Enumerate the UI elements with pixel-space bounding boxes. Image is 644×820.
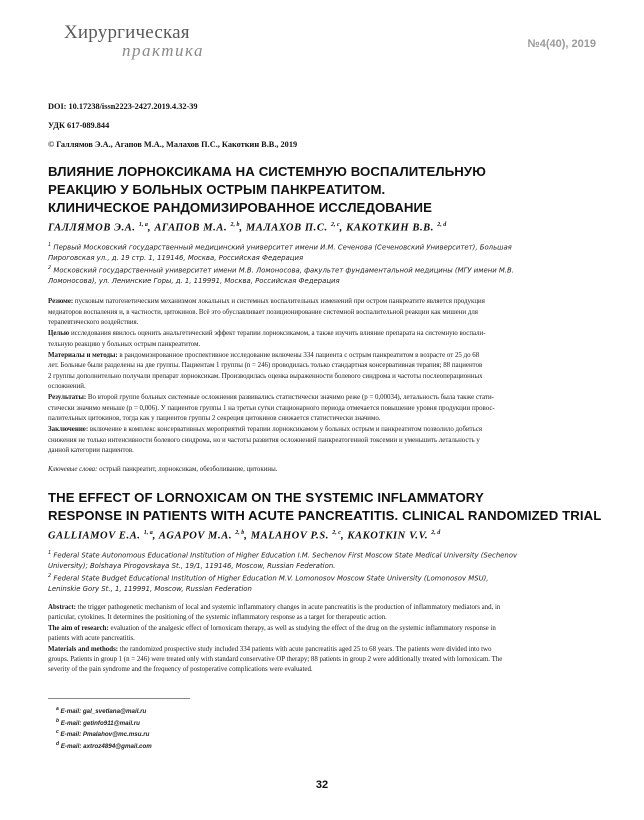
page-number: 32 bbox=[315, 779, 329, 791]
abstract-section: Материалы и методы: в рандомизированное проспективное исследование включены 334 пациента с острым панкреатитом в возрасте от 25 до 68 лет. Больные были разделены на две группы. Пациентам 1 группы (n = 246) проводилась только стандартная консервативная терапия; 88 пациентов 2 группы дополнительно получали препарат лорноксикам. Производилась оценка выраженности болевого синдрома и частоты послеоперационных осложнений. bbox=[48, 351, 483, 390]
authors-ru: ГАЛЛЯМОВ Э.А. $^{1, a}$, АГАПОВ М.А. $^{2, b}$, МАЛАХОВ П.С. $^{2, c}$, КАКОТКИН В.В. $^{2, d}$ bbox=[48, 222, 447, 234]
keywords-label: Ключевые слова: bbox=[48, 466, 98, 473]
author-emails bbox=[56, 705, 152, 752]
article-title-en bbox=[48, 489, 618, 525]
abstract-section: Заключение: включение в комплекс консервативных мероприятий терапии лорноксикамом у больных острым и панкреатитом позволило добиться снижения не только интенсивности болевого синдрома, но и частоты развития осложнений панкреатогенной токсемии и уменьшить летальность у данной категории пациентов. bbox=[48, 426, 483, 454]
email-line[interactable]: $^a$ E-mail: gal_svetlana@mail.ru bbox=[56, 706, 147, 716]
author-sup: 2, d bbox=[437, 222, 447, 228]
journal-logo bbox=[64, 22, 204, 62]
author-name: KAKOTKIN V.V. bbox=[347, 530, 429, 542]
abstract-section: Результаты: Во второй группе больных системные осложнения развивались статистически значимо реже (p = 0,00034), летальность была также стати- стически значимо меньше (p = 0,006). У пациентов группы 1 на третьи сутки стационарного периода отмечается повышение уровня продукции провос- палительных цитокинов, тогда как у пациентов группы 2 секреция цитокинов снижается статистически значимо. bbox=[48, 394, 495, 422]
affiliation-line: $^1$ Federal State Autonomous Educational Institution of Higher Education I.M. Sechenov First Moscow State Medical University (Sechenov bbox=[48, 550, 518, 560]
udk: УДК 617-089.844 bbox=[48, 121, 110, 130]
affiliation-line: Пироговская ул., д. 19 стр. 1, 119146, Москва, Российская Федерация bbox=[48, 253, 304, 262]
author-name: АГАПОВ М.А. bbox=[154, 222, 228, 234]
copyright: © Галлямов Э.А., Агапов М.А., Малахов П.С., Какоткин В.В., 2019 bbox=[48, 140, 298, 149]
abstract-section: Abstract: the trigger pathogenetic mechanism of local and systemic inflammatory changes in acute pancreatitis is the production of inflammatory mediators and, in particular, cytokines. It determines the positioning of the systemic inflammatory response as a target for therapeutic action. bbox=[48, 604, 501, 622]
footnote-divider bbox=[48, 698, 190, 699]
author-sup: 2, c bbox=[332, 530, 341, 536]
affiliations-en bbox=[48, 548, 604, 595]
abstract-en bbox=[48, 603, 604, 676]
abstract-section: The aim of research: evaluation of the analgesic effect of lornoxicam therapy, as well as studying the effect of the drug on the systemic inflammatory response in patients with acute pancreatitis. bbox=[48, 624, 496, 643]
author-sup: 2, b bbox=[230, 222, 240, 228]
email-line[interactable]: $^b$ E-mail: getinfo911@mail.ru bbox=[56, 717, 140, 727]
author-sup: 2, c bbox=[330, 222, 340, 228]
keywords-ru bbox=[48, 466, 604, 473]
author-name: КАКОТКИН В.В. bbox=[346, 222, 434, 234]
email-line[interactable]: $^d$ E-mail: axtroz4894@gmail.com bbox=[56, 740, 152, 751]
abstract-section: Целью исследования явилось оценить анальгетический эффект терапии лорноксикамом, а также изучить влияние препарата на системную воспали- тельную реакцию у больных острым панкреатитом. bbox=[48, 330, 486, 348]
author-name: AGAPOV M.A. bbox=[158, 530, 233, 542]
affiliation-line: $^2$ Московский государственный университет имени М.В. Ломоносова, факультет фундаментальной медицины (МГУ имени М.В. bbox=[48, 265, 514, 275]
logo-main-text: Хирургическая bbox=[64, 22, 190, 43]
author-sup: 2, d bbox=[431, 530, 441, 536]
email-line[interactable]: $^c$ E-mail: Pmalahov@mc.msu.ru bbox=[56, 729, 150, 739]
author-sup: 1, a bbox=[143, 530, 153, 536]
affiliation-line: Ломоносова), ул. Ленинские Горы, д. 1, 119991, Москва, Российская Федерация bbox=[48, 277, 340, 286]
author-name: ГАЛЛЯМОВ Э.А. bbox=[48, 222, 136, 234]
author-sup: 2, b bbox=[235, 530, 245, 536]
affiliation-line: Leninskie Gory St., 1, 119991, Moscow, Russian Federation bbox=[48, 585, 252, 594]
abstract-ru bbox=[48, 297, 604, 457]
title-en-line: RESPONSE IN PATIENTS WITH ACUTE PANCREATITIS. CLINICAL RANDOMIZED TRIAL bbox=[48, 508, 602, 523]
keywords-text: острый панкреатит, лорноксикам, обезболивание, цитокины. bbox=[99, 466, 278, 473]
title-ru-line: КЛИНИЧЕСКОЕ РАНДОМИЗИРОВАННОЕ ИССЛЕДОВАНИЕ bbox=[48, 200, 432, 215]
doi: DOI: 10.17238/issn2223-2427.2019.4.32-39 bbox=[48, 102, 198, 111]
affiliation-line: $^1$ Первый Московский государственный медицинский университет имени И.М. Сеченова (Сеченовский Университет), Большая bbox=[48, 242, 512, 252]
affiliations-ru bbox=[48, 240, 604, 287]
author-sup: 1, a bbox=[138, 222, 148, 228]
abstract-section: Резюме: пусковым патогенетическим механизмом локальных и системных воспалительных изменений при остром панкреатите является продукция медиаторов воспаления и, в частности, цитокинов. Всё это обуславливает позиционирование системной воспалительной реакции как мишени для терапевтического воздействия. bbox=[48, 298, 485, 326]
title-ru-line: РЕАКЦИЮ У БОЛЬНЫХ ОСТРЫМ ПАНКРЕАТИТОМ. bbox=[48, 182, 386, 197]
author-name: MALAHOV P.S. bbox=[250, 530, 330, 542]
authors-en: GALLIAMOV E.A. $^{1, a}$, AGAPOV M.A. $^{2, b}$, MALAHOV P.S. $^{2, c}$, KAKOTKIN V.V. $^{2, d}$ bbox=[48, 530, 441, 542]
abstract-section: Materials and methods: the randomized prospective study included 334 patients with acute pancreatitis aged 25 to 68 years. The patients were divided into two groups. Patients in group 1 (n = 246) were treated only with standard conservative OP therapy; 88 patients in group 2 were additionally treated with lornoxicam. The severity of the pain syndrome and the frequency of postoperative complications were evaluated. bbox=[48, 645, 503, 674]
affiliation-line: $^2$ Federal State Budget Educational Institution of Higher Education M.V. Lomonosov Moscow State University (Lomonosov MSU), bbox=[48, 573, 489, 583]
article-title-ru bbox=[48, 163, 608, 217]
logo-sub-text: практика bbox=[122, 41, 205, 60]
author-name: GALLIAMOV E.A. bbox=[48, 530, 141, 542]
title-en-line: THE EFFECT OF LORNOXICAM ON THE SYSTEMIC INFLAMMATORY bbox=[48, 490, 484, 505]
title-ru-line: ВЛИЯНИЕ ЛОРНОКСИКАМА НА СИСТЕМНУЮ ВОСПАЛИТЕЛЬНУЮ bbox=[48, 164, 486, 179]
affiliation-line: University); Bolshaya Pirogovskaya St., 19/1, 119146, Moscow, Russian Federation. bbox=[48, 561, 336, 570]
issue-number: №4(40), 2019 bbox=[527, 38, 596, 50]
author-name: МАЛАХОВ П.С. bbox=[245, 222, 328, 234]
